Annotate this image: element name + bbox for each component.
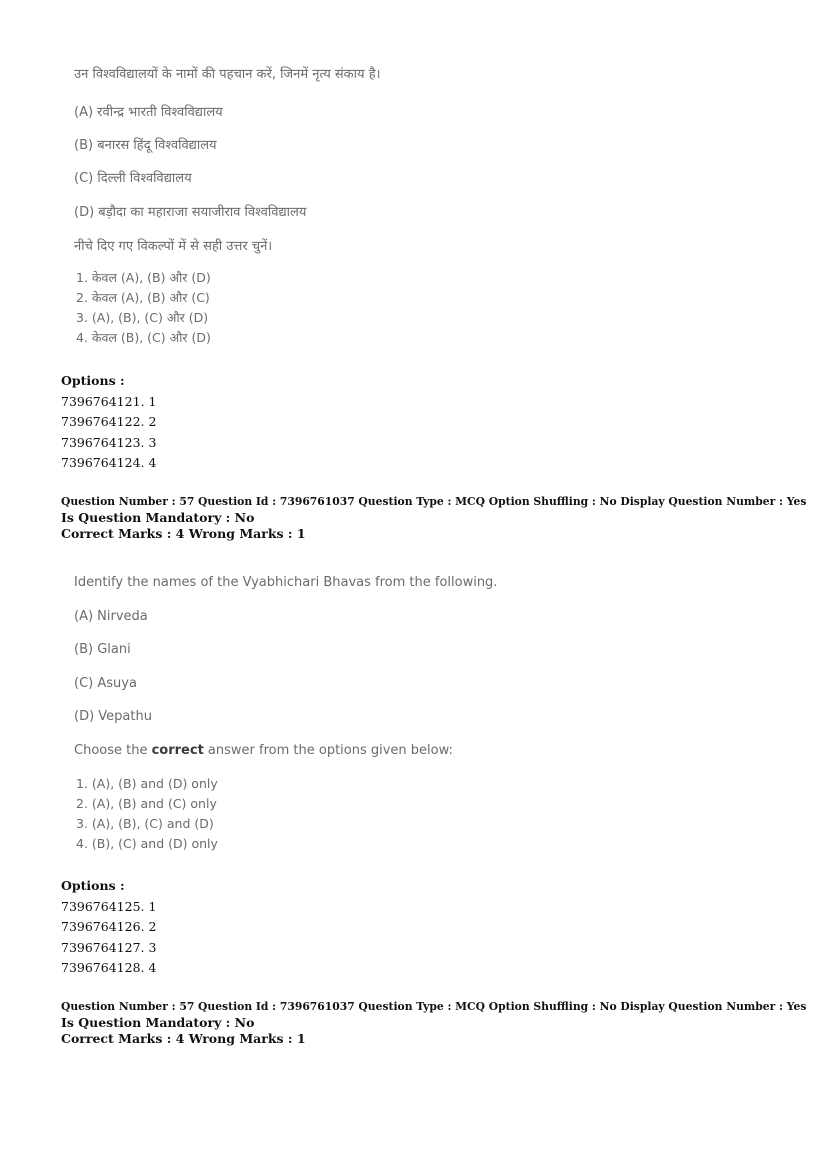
options-list-1 (61, 371, 156, 474)
question-item: (B) बनारस हिंदू विश्वविद्यालय (74, 138, 217, 153)
question-item: (C) दिल्ली विश्वविद्यालय (74, 171, 192, 186)
answer-choice: 3. (A), (B), (C) और (D) (76, 310, 209, 325)
question-meta-line: Is Question Mandatory : No (61, 510, 255, 525)
option-id: 7396764124. 4 (61, 455, 157, 470)
question-meta-line: Correct Marks : 4 Wrong Marks : 1 (61, 526, 306, 541)
question-item: (A) Nirveda (74, 609, 148, 624)
option-id: 7396764127. 3 (61, 939, 157, 955)
answer-choice: 4. केवल (B), (C) और (D) (76, 330, 211, 345)
answer-choice: 1. केवल (A), (B) और (D) (76, 270, 211, 285)
option-id: 7396764128. 4 (61, 960, 157, 975)
question-instruction: नीचे दिए गए विकल्पों में से सही उत्तर चुनें। (74, 239, 273, 254)
emphasis-correct: correct (151, 743, 204, 758)
options-title: Options : (61, 373, 125, 388)
answer-choice: 2. (A), (B) and (C) only (76, 796, 217, 811)
option-id: 7396764121. 1 (61, 393, 157, 409)
question-item: (D) बड़ौदा का महाराजा सयाजीराव विश्वविद्यालय (74, 205, 307, 220)
options-title: Options : (61, 878, 125, 893)
question-meta-2 (61, 999, 807, 1047)
question-item: (C) Asuya (74, 676, 137, 691)
option-id: 7396764125. 1 (61, 898, 157, 914)
question-instruction: Choose the correct answer from the options given below: (74, 743, 453, 758)
question-item: (A) रवीन्द्र भारती विश्वविद्यालय (74, 105, 223, 120)
option-id: 7396764123. 3 (61, 434, 157, 450)
question-item: (D) Vepathu (74, 709, 152, 724)
question-meta-line: Question Number : 57 Question Id : 7396761037 Question Type : MCQ Option Shuffling : No Display Question Number : Yes (61, 495, 807, 508)
question-meta-line: Correct Marks : 4 Wrong Marks : 1 (61, 1031, 306, 1046)
question-meta-line: Is Question Mandatory : No (61, 1015, 255, 1030)
options-list-2 (61, 876, 156, 979)
answer-choice: 1. (A), (B) and (D) only (76, 776, 218, 791)
option-id: 7396764126. 2 (61, 919, 157, 934)
answer-choice: 3. (A), (B), (C) and (D) (76, 816, 214, 831)
answer-choice: 2. केवल (A), (B) और (C) (76, 290, 210, 305)
option-id: 7396764122. 2 (61, 414, 157, 429)
question-stem: उन विश्वविद्यालयों के नामों की पहचान करें, जिनमें नृत्य संकाय है। (74, 67, 381, 82)
question-meta-1 (61, 494, 807, 542)
question-stem: Identify the names of the Vyabhichari Bhavas from the following. (74, 575, 498, 590)
question-item: (B) Glani (74, 642, 131, 657)
question-meta-line: Question Number : 57 Question Id : 7396761037 Question Type : MCQ Option Shuffling : No Display Question Number : Yes (61, 1000, 807, 1013)
answer-choice: 4. (B), (C) and (D) only (76, 836, 218, 851)
